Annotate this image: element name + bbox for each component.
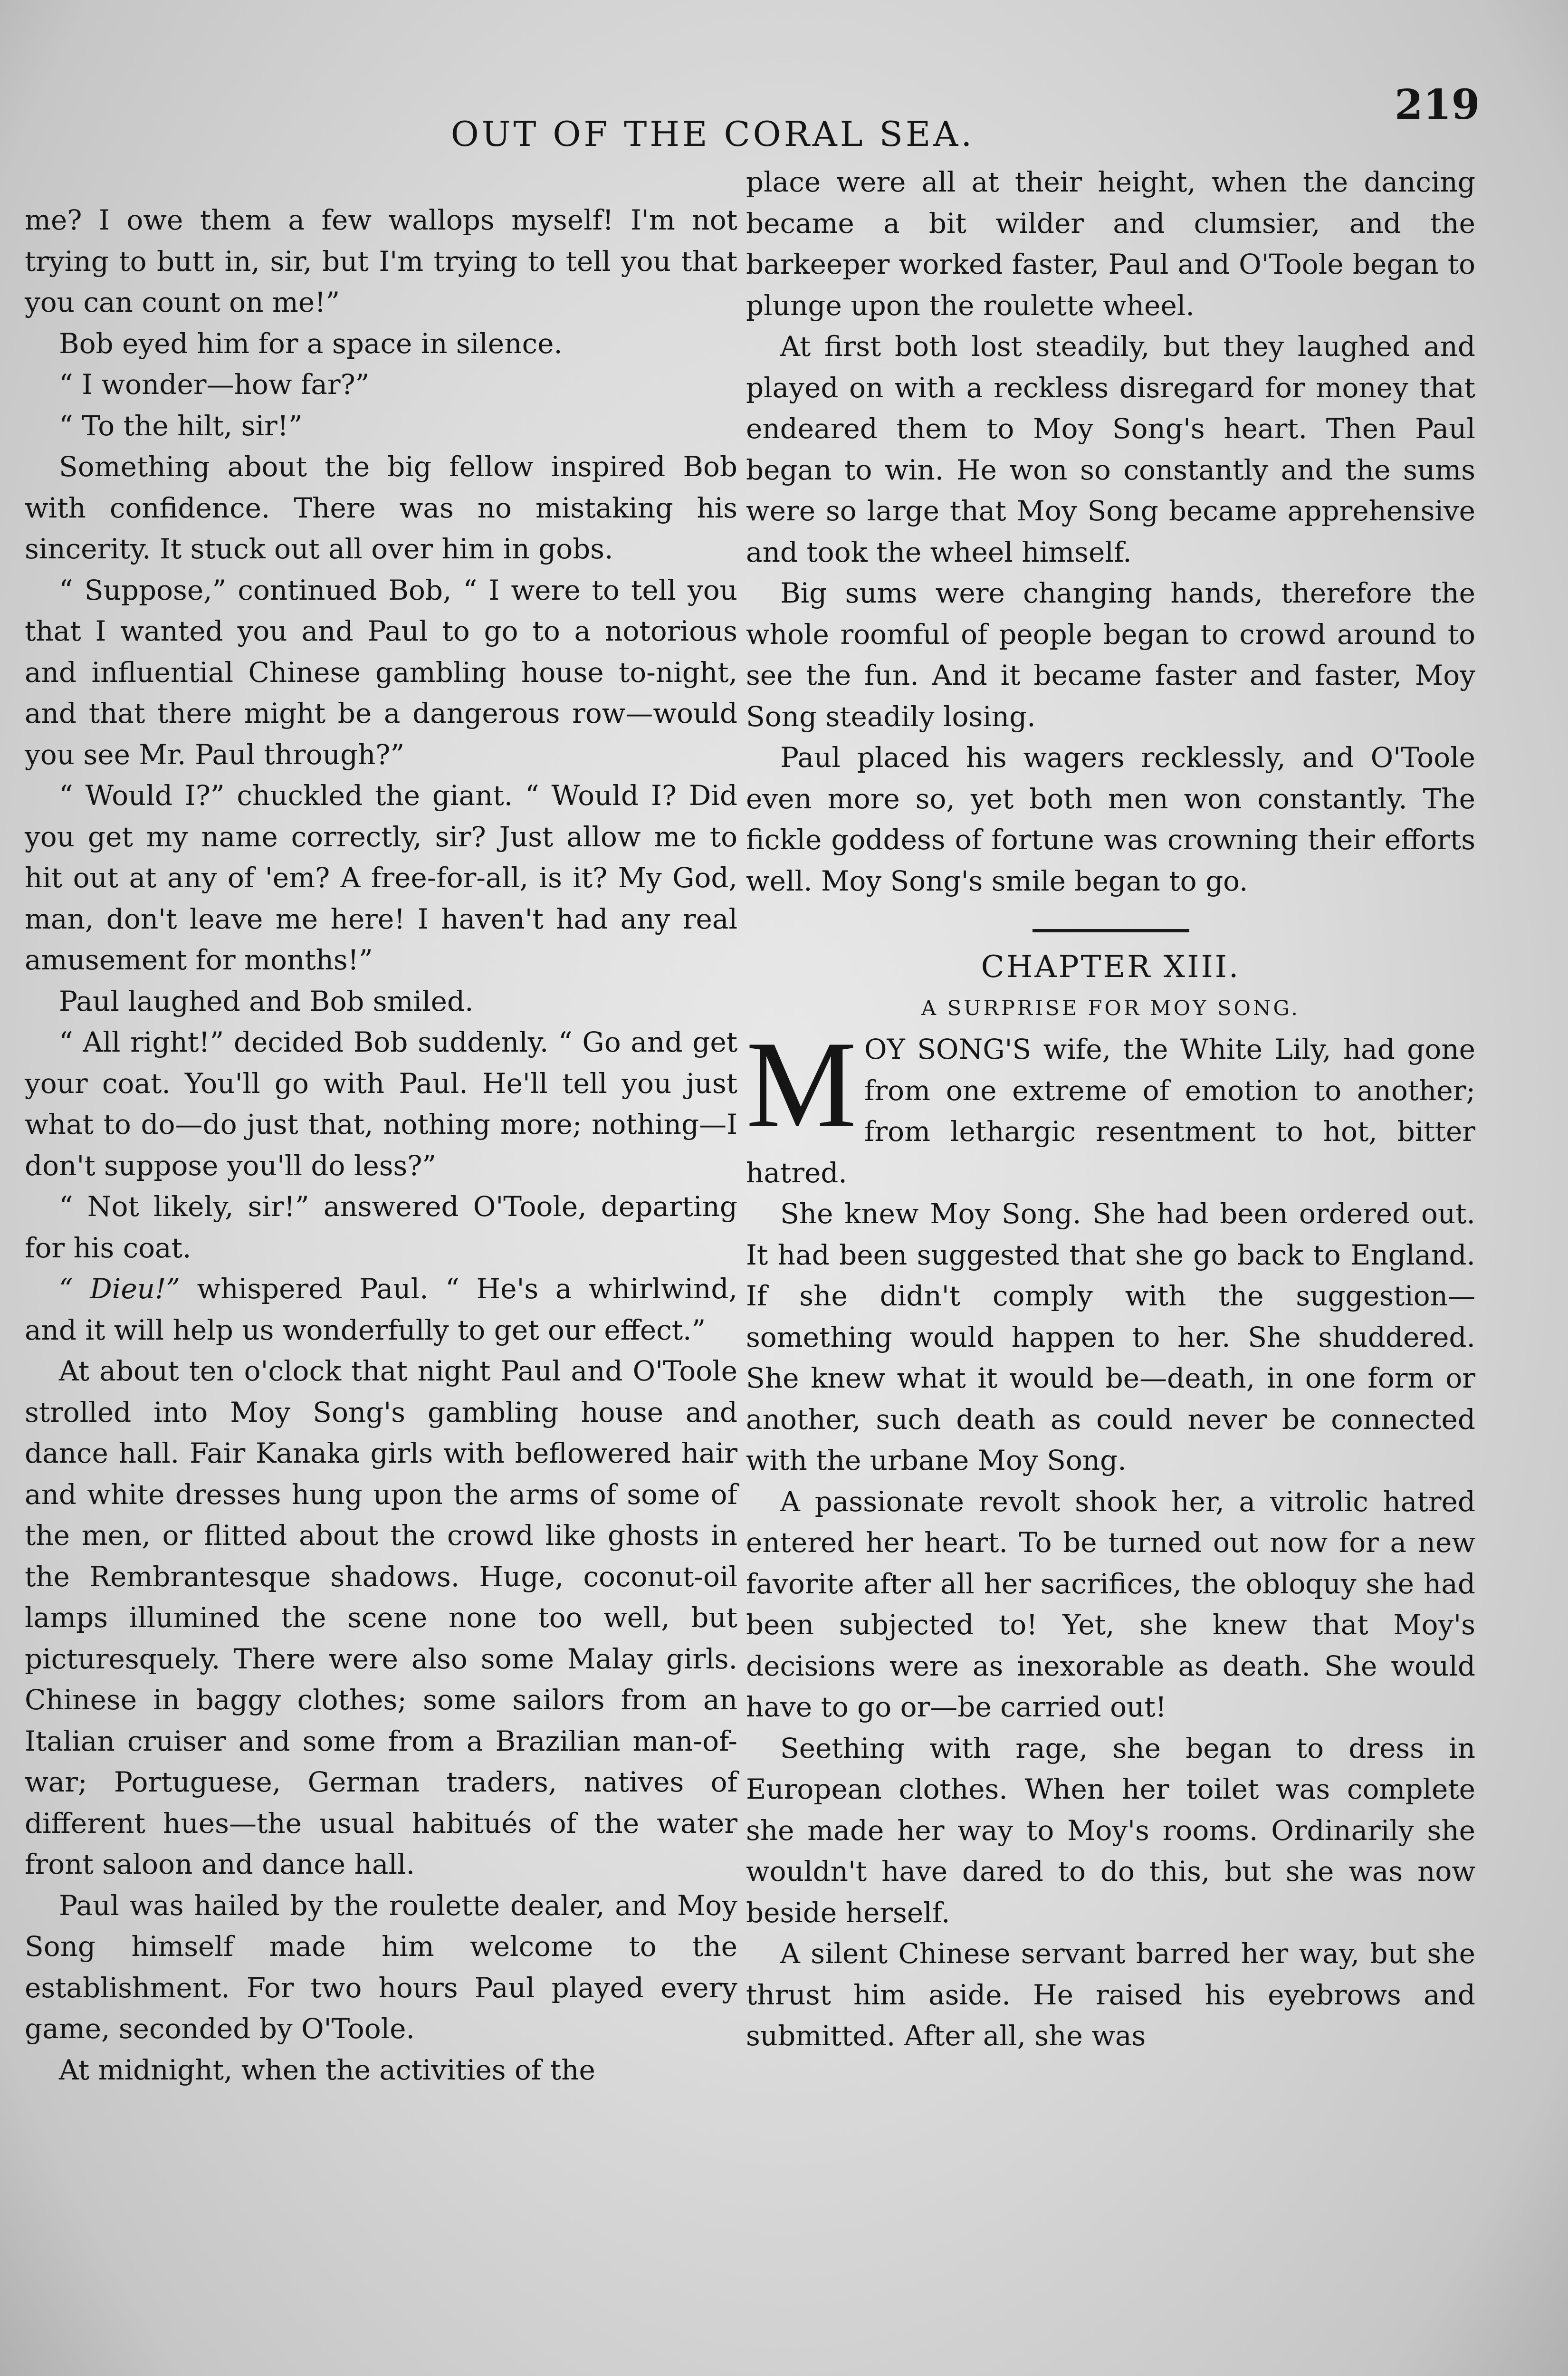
paragraph: “ Would I?” chuckled the giant. “ Would I? Did you get my name correctly, sir? Just allow me to hit out at any of 'em? A free-for-all, is it? My God, man, don't leave me here! I haven't had any real amusement for months!” (25, 779, 737, 976)
paragraph: “ To the hilt, sir!” (59, 409, 303, 442)
right-column (746, 162, 1475, 2057)
paragraph: At midnight, when the activities of the (59, 2053, 595, 2086)
paragraph: “ Suppose,” continued Bob, “ I were to tell you that I wanted you and Paul to go to a notorious and influential Chinese gambling house to-night, and that there might be a dangerous row—would you see Mr. Paul through?” (25, 574, 737, 771)
paragraph: Big sums were changing hands, therefore the whole roomful of people began to crowd around to see the fun. And it became faster and faster, Moy Song steadily losing. (746, 577, 1475, 733)
paragraph-text: OY SONG'S wife, the White Lily, had gone from one extreme of emotion to another; from lethargic resentment to hot, bitter hatred. (746, 1033, 1475, 1189)
chapter-opening-paragraph (746, 1016, 1475, 1193)
paragraph (25, 1268, 737, 1351)
paragraph: At first both lost steadily, but they laughed and played on with a reckless disregard for money that endeared them to Moy Song's heart. Then Paul began to win. He won so constantly and the sums were so large that Moy Song became apprehensive and took the wheel himself. (746, 330, 1475, 568)
paragraph: Paul was hailed by the roulette dealer, and Moy Song himself made him welcome to the establishment. For two hours Paul played every game, seconded by O'Toole. (25, 1889, 737, 2045)
paragraph: She knew Moy Song. She had been ordered out. It had been suggested that she go back to England. If she didn't comply with the suggestion—something would happen to her. She shuddered. She knew what it would be—death, in one form or another, such death as could never be connected with the urbane Moy Song. (746, 1198, 1475, 1476)
left-column (25, 200, 737, 2090)
paragraph: Paul laughed and Bob smiled. (59, 985, 474, 1017)
paragraph: Seething with rage, she began to dress in European clothes. When her toilet was complete she made her way to Moy's rooms. Ordinarily she wouldn't have dared to do this, but she was now beside herself. (746, 1732, 1475, 1929)
italic-exclamation: “ Dieu!” (59, 1273, 180, 1305)
paragraph: “ Not likely, sir!” answered O'Toole, departing for his coat. (25, 1190, 737, 1264)
chapter-divider-rule (1033, 929, 1189, 932)
paragraph: “ All right!” decided Bob suddenly. “ Go and get your coat. You'll go with Paul. He'll tell you just what to do—do just that, nothing more; nothing—I don't suppose you'll do less?” (25, 1026, 737, 1182)
paragraph: “ I wonder—how far?” (59, 368, 370, 401)
paragraph: At about ten o'clock that night Paul and O'Toole strolled into Moy Song's gambling house and dance hall. Fair Kanaka girls with beflowered hair and white dresses hung upon the arms of some of the men, or flitted about the crowd like ghosts in the Rembrantesque shadows. Huge, coconut-oil lamps illumined the scene none too well, but picturesquely. There were also some Malay girls. Chinese in baggy clothes; some sailors from an Italian cruiser and some from a Brazilian man-of-war; Portuguese, German traders, natives of different hues—the usual habitués of the water front saloon and dance hall. (25, 1355, 737, 1880)
drop-cap-letter: M (746, 1016, 857, 1153)
page-number: 219 (1395, 81, 1480, 129)
chapter-title: CHAPTER XIII. (981, 949, 1241, 985)
paragraph: place were all at their height, when the dancing became a bit wilder and clumsier, and the barkeeper worked faster, Paul and O'Toole began to plunge upon the roulette wheel. (746, 166, 1475, 322)
paragraph: Something about the big fellow inspired Bob with confidence. There was no mistaking his sincerity. It stuck out all over him in gobs. (25, 450, 737, 565)
paragraph: Bob eyed him for a space in silence. (59, 327, 563, 360)
paragraph: A silent Chinese servant barred her way, but she thrust him aside. He raised his eyebrows and submitted. After all, she was (746, 1937, 1475, 2052)
paragraph: me? I owe them a few wallops myself! I'm not trying to butt in, sir, but I'm trying to tell you that you can count on me!” (25, 204, 737, 318)
paragraph: Paul placed his wagers recklessly, and O'Toole even more so, yet both men won constantly. The fickle goddess of fortune was crowning their efforts well. Moy Song's smile began to go. (746, 741, 1475, 897)
chapter-subtitle: A SURPRISE FOR MOY SONG. (921, 996, 1300, 1020)
running-title: OUT OF THE CORAL SEA. (450, 114, 975, 154)
paragraph-text: whispered Paul. “ He's a whirlwind, and it will help us wonderfully to get our effect.” (25, 1273, 737, 1346)
paragraph: A passionate revolt shook her, a vitrolic hatred entered her heart. To be turned out now for a new favorite after all her sacrifices, the obloquy she had been subjected to! Yet, she knew that Moy's decisions were as inexorable as death. She would have to go or—be carried out! (746, 1485, 1475, 1723)
